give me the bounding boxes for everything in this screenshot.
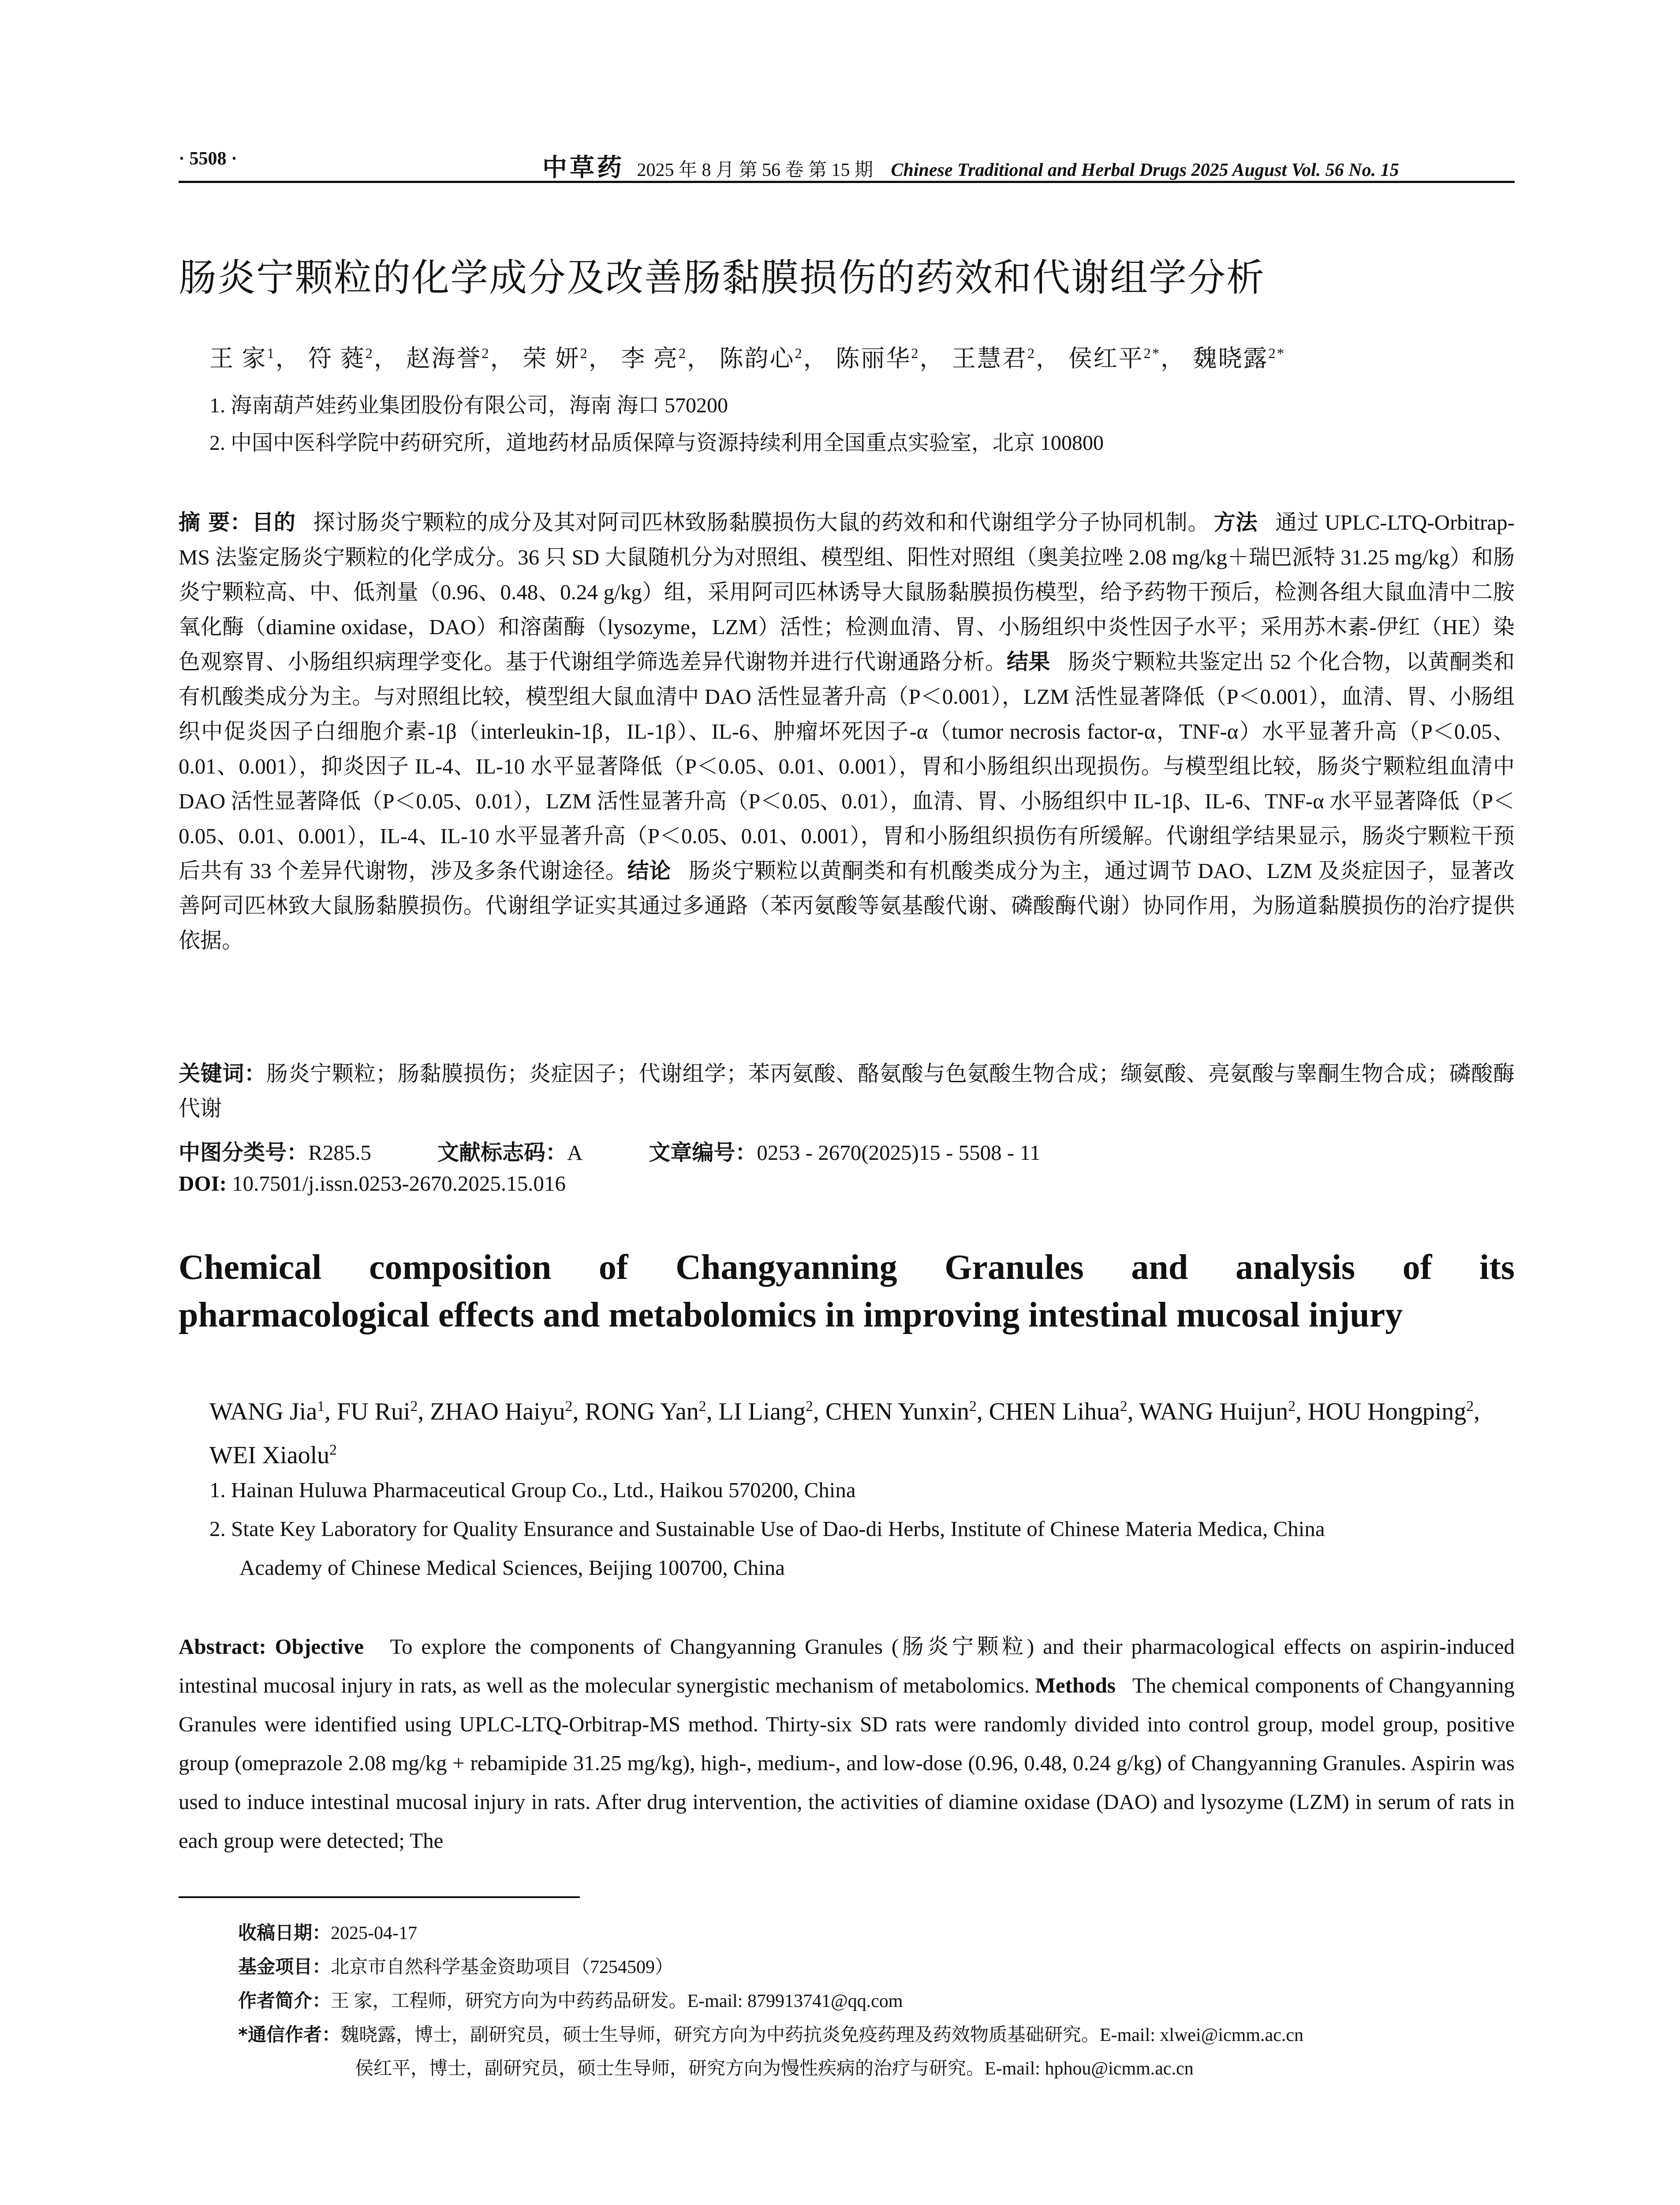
clc-value: R285.5 [308, 1140, 371, 1165]
en-affiliation-2-line-1: 2. State Key Laboratory for Quality Ensurance and Sustainable Use of Dao-di Herbs, Institute of Chinese Materia Medica, China [209, 1517, 1325, 1541]
journal-brand: 中草药 [542, 154, 624, 182]
doccode-label: 文献标志码： [437, 1140, 567, 1165]
cn-keywords-text: 肠炎宁颗粒；肠黏膜损伤；炎症因子；代谢组学；苯丙氨酸、酪氨酸与色氨酸生物合成；缬氨酸、亮氨酸与睾酮生物合成；磷酸酶代谢 [179, 1061, 1515, 1121]
doccode-value: A [567, 1140, 583, 1165]
footnote-corresponding-2: 侯红平，博士，副研究员，硕士生导师，研究方向为慢性疾病的治疗与研究。E-mail: hphou@icmm.ac.cn [355, 2059, 1194, 2079]
cn-keywords [179, 1056, 1515, 1126]
doi-label: DOI: [179, 1171, 227, 1196]
cn-abstract-label: 摘 要： [179, 510, 252, 535]
cn-author: 陈丽华$^2$ [836, 345, 920, 372]
cn-author: 陈韵心$^2$ [719, 345, 803, 372]
cn-conclusion: 肠炎宁颗粒以黄酮类和有机酸类成分为主，通过调节 DAO、LZM 及炎症因子，显著改善阿司匹林致大鼠肠黏膜损伤。代谢组学证实其通过多通路（苯丙氨酸等氨基酸代谢、磷酸酶代谢）协同作用，为肠道黏膜损伤的治疗提供依据。 [179, 859, 1515, 953]
cn-author-list: 王 家$^1$， 符 蕤$^2$， 赵海誉$^2$， 荣 妍$^2$， 李 亮$^2$， 陈韵心$^2$， 陈丽华$^2$， 王慧君$^2$， 侯红平$^{2*}$， 魏晓露$^{2*}$ [209, 345, 1285, 372]
running-header [179, 146, 1515, 183]
en-affiliation-2-line-2: Academy of Chinese Medical Sciences, Beijing 100700, China [239, 1555, 785, 1580]
en-author: HOU Hongping$^2$ [1307, 1398, 1474, 1425]
doi-value[interactable]: 10.7501/j.issn.0253-2670.2025.15.016 [232, 1171, 566, 1196]
clc-label: 中图分类号： [179, 1140, 309, 1165]
journal-line [542, 148, 1399, 183]
cn-author: 荣 妍$^2$ [523, 345, 589, 372]
footnotes [238, 1916, 1517, 2085]
footnote-fund: 基金项目：北京市自然科学基金资助项目（7254509） [238, 1956, 674, 1977]
cn-methods-label: 方法 [1213, 510, 1258, 535]
footnote-author: 作者简介：王 家，工程师，研究方向为中药药品研发。E-mail: 879913741@qq.com [238, 1990, 903, 2011]
cn-author: 符 蕤$^2$ [308, 345, 374, 372]
en-objective: To explore the components of Changyanning Granules (肠炎宁颗粒) and their pharmacological effects on aspirin-induced intestinal mucosal injury in rats, as well as the molecular synergistic mechanism of metabolomics. [179, 1634, 1515, 1697]
article-no-label: 文章编号： [649, 1140, 757, 1165]
doi-line [179, 1171, 1515, 1196]
cn-results: 肠炎宁颗粒共鉴定出 52 个化合物，以黄酮类和有机酸类成分为主。与对照组比较，模型组大鼠血清中 DAO 活性显著升高（P＜0.001），LZM 活性显著降低（P＜0.001），血清、胃、小肠组织中促炎因子白细胞介素-1β（interleukin-1β，IL-1β）、IL-6、肿瘤坏死因子-α（tumor necrosis factor-α，TNF-α）水平显著升高（P＜0.05、0.01、0.001），抑炎因子 IL-4、IL-10 水平显著降低（P＜0.05、0.01、0.001），胃和小肠组织出现损伤。与模型组比较，肠炎宁颗粒组血清中 DAO 活性显著降低（P＜0.05、0.01），LZM 活性显著升高（P＜0.05、0.01），血清、胃、小肠组织中 IL-1β、IL-6、TNF-α 水平显著降低（P＜0.05、0.01、0.001），IL-4、IL-10 水平显著升高（P＜0.05、0.01、0.001），胃和小肠组织损伤有所缓解。代谢组学结果显示，肠炎宁颗粒干预后共有 33 个差异代谢物，涉及多条代谢途径。 [179, 650, 1515, 883]
cn-author: 魏晓露$^{2*}$ [1193, 345, 1285, 372]
cn-author: 王 家$^1$ [209, 345, 276, 372]
footnote-rule [179, 1896, 580, 1898]
en-abstract-label: Abstract: Objective [179, 1634, 364, 1659]
en-author: RONG Yan$^2$ [585, 1398, 706, 1425]
cn-affiliation-2: 2. 中国中医科学院中药研究所，道地药材品质保障与资源持续利用全国重点实验室，北京 100800 [209, 431, 1104, 455]
cn-results-label: 结果 [1007, 649, 1050, 674]
cn-author: 侯红平$^{2*}$ [1068, 345, 1161, 372]
en-author: CHEN Yunxin$^2$ [825, 1398, 977, 1425]
cn-classification-line [179, 1136, 1515, 1166]
cn-affiliation-1: 1. 海南葫芦娃药业集团股份有限公司，海南 海口 570200 [209, 394, 728, 417]
footnote-received: 收稿日期：2025-04-17 [238, 1922, 417, 1943]
en-author: LI Liang$^2$ [718, 1398, 813, 1425]
en-methods-label: Methods [1035, 1673, 1116, 1697]
en-author: WANG Jia$^1$ [209, 1398, 325, 1425]
en-author: WANG Huijun$^2$ [1139, 1398, 1295, 1425]
en-author: CHEN Lihua$^2$ [989, 1398, 1127, 1425]
en-author: WEI Xiaolu$^2$ [209, 1442, 337, 1469]
cn-keywords-label: 关键词： [179, 1061, 266, 1086]
en-affiliation-1: 1. Hainan Huluwa Pharmaceutical Group Co., Ltd., Haikou 570200, China [209, 1478, 856, 1502]
cn-objective: 探讨肠炎宁颗粒的成分及其对阿司匹林致肠黏膜损伤大鼠的药效和和代谢组学分子协同机制。 [313, 510, 1210, 534]
en-title-line-2: pharmacological effects and metabolomics in improving intestinal mucosal injury [179, 1296, 1403, 1334]
footnote-corresponding: *通信作者：魏晓露，博士，副研究员，硕士生导师，研究方向为中药抗炎免疫药理及药效物质基础研究。E-mail: xlwei@icmm.ac.cn [238, 2024, 1303, 2045]
en-affiliation-2 [209, 1510, 1515, 1587]
article-no-value: 0253 - 2670(2025)15 - 5508 - 11 [757, 1140, 1041, 1165]
cn-objective-label: 目的 [252, 510, 296, 535]
cn-author: 李 亮$^2$ [621, 345, 687, 372]
en-title-line-1: Chemical composition of Changyanning Granules and analysis of its [179, 1248, 1515, 1287]
cn-author: 王慧君$^2$ [952, 345, 1036, 372]
cn-author: 赵海誉$^2$ [406, 345, 490, 372]
en-title [179, 1244, 1515, 1339]
en-methods: The chemical components of Changyanning Granules were identified using UPLC-LTQ-Orbitrap-MS method. Thirty-six SD rats were randomly divided into control group, model group, positive group (omeprazole 2.08 mg/kg + rebamipide 31.25 mg/kg), high-, medium-, and low-dose (0.96, 0.48, 0.24 g/kg) of Changyanning Granules. Aspirin was used to induce intestinal mucosal injury in rats. After drug intervention, the activities of diamine oxidase (DAO) and lysozyme (LZM) in serum of rats in each group were detected; The [179, 1673, 1515, 1853]
cn-conclusion-label: 结论 [627, 858, 671, 883]
en-author: FU Rui$^2$ [336, 1398, 418, 1425]
page-number: · 5508 · [179, 149, 238, 169]
en-issue: Chinese Traditional and Herbal Drugs 2025 August Vol. 56 No. 15 [891, 160, 1399, 180]
en-abstract [179, 1627, 1515, 1860]
cn-methods: 通过 UPLC-LTQ-Orbitrap-MS 法鉴定肠炎宁颗粒的化学成分。36 只 SD 大鼠随机分为对照组、模型组、阳性对照组（奥美拉唑 2.08 mg/kg＋瑞巴派特 31.25 mg/kg）和肠炎宁颗粒高、中、低剂量（0.96、0.48、0.24 g/kg）组，采用阿司匹林诱导大鼠肠黏膜损伤模型，给予药物干预后，检测各组大鼠血清中二胺氧化酶（diamine oxidase，DAO）和溶菌酶（lysozyme，LZM）活性；检测血清、胃、小肠组织中炎性因子水平；采用苏木素-伊红（HE）染色观察胃、小肠组织病理学变化。基于代谢组学筛选差异代谢物并进行代谢通路分析。 [179, 510, 1515, 674]
en-author-list: WANG Jia$^1$, FU Rui$^2$, ZHAO Haiyu$^2$, RONG Yan$^2$, LI Liang$^2$, CHEN Yunxin$^2$, CHEN Lihua$^2$, WANG Huijun$^2$, HOU Hongping$^2$, WEI Xiaolu$^2$ [209, 1398, 1480, 1469]
cn-issue: 2025 年 8 月 第 56 卷 第 15 期 [637, 160, 874, 180]
cn-title: 肠炎宁颗粒的化学成分及改善肠黏膜损伤的药效和代谢组学分析 [179, 256, 1265, 300]
en-author: ZHAO Haiyu$^2$ [430, 1398, 573, 1425]
cn-abstract [179, 505, 1515, 958]
